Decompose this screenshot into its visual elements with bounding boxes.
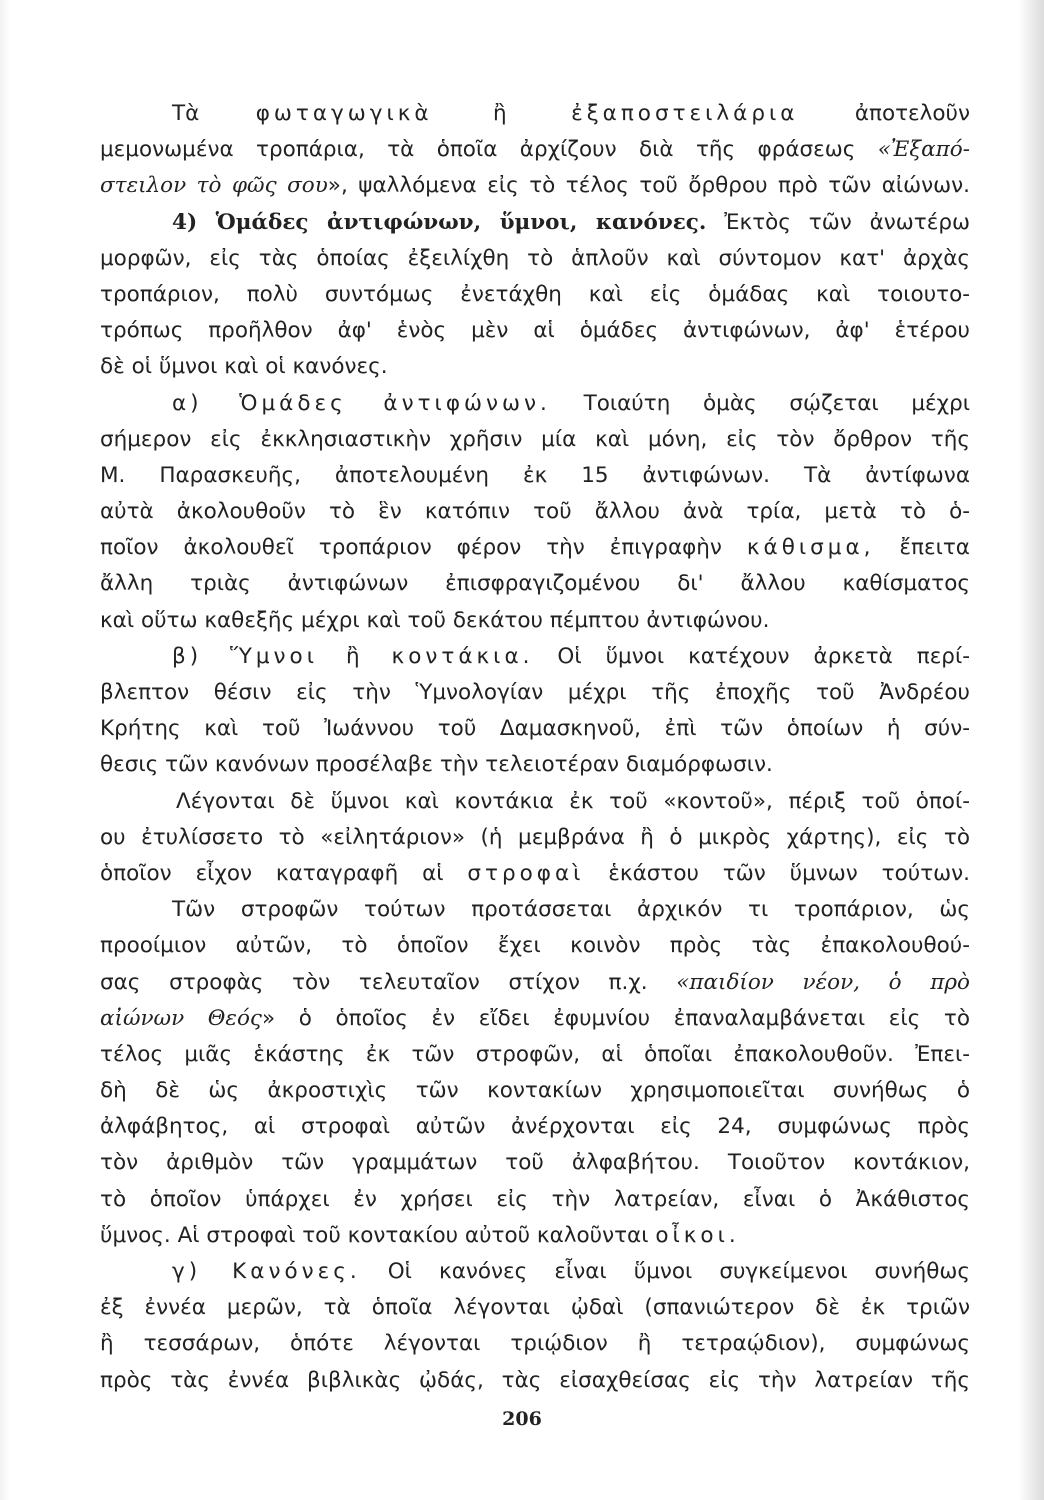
text-line: τροπάριον, πολὺ συντόμως ἐνετάχθη καὶ εἰς ὁμάδας καὶ τοιουτο- (100, 281, 970, 307)
text-line: Κρήτης καὶ τοῦ Ἰωάννου τοῦ Δαμασκηνοῦ, ἐπὶ τῶν ὁποίων ἡ σύν- (100, 716, 970, 742)
text-line: ἀλφάβητος, αἱ στροφαὶ αὐτῶν ἀνέρχονται εἰς 24, συμφώνως πρὸς (100, 1114, 970, 1140)
text-line: Τὰ φωταγωγικὰ ἢ ἐξαποστειλάρια ἀποτελοῦν (172, 101, 970, 126)
text-line: βλεπτον θέσιν εἰς τὴν Ὑμνολογίαν μέχρι τῆς ἐποχῆς τοῦ Ἀνδρέου (100, 680, 970, 705)
text-line: ὕμνος. Αἱ στροφαὶ τοῦ κοντακίου αὐτοῦ καλοῦνται οἶκοι. (100, 1222, 740, 1248)
text-line: δὴ δὲ ὡς ἀκροστιχὶς τῶν κοντακίων χρησιμοποιεῖται συνήθως ὁ (100, 1078, 970, 1104)
subsection-line: β) Ὕμνοι ἢ κοντάκια. Οἱ ὕμνοι κατέχουν ἀρκετὰ περί- (172, 643, 970, 669)
text-line: καὶ οὕτω καθεξῆς μέχρι καὶ τοῦ δεκάτου πέμπτου ἀντιφώνου. (100, 607, 770, 633)
text-line: προοίμιον αὐτῶν, τὸ ὁποῖον ἔχει κοινὸν πρὸς τὰς ἐπακολουθού- (100, 933, 970, 959)
text-line: στειλον τὸ φῶς σου», ψαλλόμενα εἰς τὸ τέλος τοῦ ὄρθρου πρὸ τῶν αἰώνων. (100, 173, 970, 199)
text-line: Λέγονται δὲ ὕμνοι καὶ κοντάκια ἐκ τοῦ «κοντοῦ», πέριξ τοῦ ὁποί- (176, 788, 970, 814)
text-line: ἐξ ἐννέα μερῶν, τὰ ὁποῖα λέγονται ᾠδαὶ (σπανιώτερον δὲ ἐκ τριῶν (100, 1295, 970, 1321)
section-heading-line: 4) Ὁμάδες ἀντιφώνων, ὕμνοι, κανόνες. Ἐκτὸς τῶν ἀνωτέρω (172, 209, 970, 235)
text-line: τρόπως προῆλθον ἀφ' ἑνὸς μὲν αἱ ὁμάδες ἀντιφώνων, ἀφ' ἑτέρου (100, 318, 970, 344)
text-line: αἰώνων Θεός» ὁ ὁποῖος ἐν εἴδει ἐφυμνίου ἐπαναλαμβάνεται εἰς τὸ (100, 1005, 970, 1031)
text-line: Μ. Παρασκευῆς, ἀποτελουμένη ἐκ 15 ἀντιφώνων. Τὰ ἀντίφωνα (100, 462, 970, 488)
text-line: θεσις τῶν κανόνων προσέλαβε τὴν τελειοτέραν διαμόρφωσιν. (100, 752, 773, 778)
text-line: αὐτὰ ἀκολουθοῦν τὸ ἓν κατόπιν τοῦ ἄλλου ἀνὰ τρία, μετὰ τὸ ὁ- (100, 499, 970, 525)
text-line: σήμερον εἰς ἐκκλησιαστικὴν χρῆσιν μία καὶ μόνη, εἰς τὸν ὄρθρον τῆς (100, 426, 970, 452)
text-line: ἢ τεσσάρων, ὁπότε λέγονται τριῴδιον ἢ τετραῴδιον), συμφώνως (100, 1331, 970, 1357)
subsection-line: γ) Κανόνες. Οἱ κανόνες εἶναι ὕμνοι συγκείμενοι συνήθως (172, 1259, 970, 1284)
text-line: ποῖον ἀκολουθεῖ τροπάριον φέρον τὴν ἐπιγραφὴν κάθισμα, ἔπειτα (100, 535, 970, 561)
text-line: ου ἐτυλίσσετο τὸ «εἰλητάριον» (ἡ μεμβράνα ἢ ὁ μικρὸς χάρτης), εἰς τὸ (100, 824, 970, 850)
text-line: μεμονωμένα τροπάρια, τὰ ὁποῖα ἀρχίζουν διὰ τῆς φράσεως «Ἐξαπό- (100, 137, 970, 163)
text-line: τὸν ἀριθμὸν τῶν γραμμάτων τοῦ ἀλφαβήτου. Τοιοῦτον κοντάκιον, (100, 1150, 970, 1176)
scan-shadow-left (0, 0, 10, 1500)
page-number: 206 (502, 1408, 542, 1430)
text-line: ἄλλη τριὰς ἀντιφώνων ἐπισφραγιζομένου δι' ἄλλου καθίσματος (100, 571, 970, 597)
text-line: σας στροφὰς τὸν τελευταῖον στίχον π.χ. «παιδίον νέον, ὁ πρὸ (100, 969, 970, 995)
page-body (100, 96, 970, 1399)
text-line: δὲ οἱ ὕμνοι καὶ οἱ κανόνες. (100, 354, 388, 380)
text-line: πρὸς τὰς ἐννέα βιβλικὰς ᾠδάς, τὰς εἰσαχθείσας εἰς τὴν λατρείαν τῆς (100, 1367, 970, 1393)
text-line: ὁποῖον εἶχον καταγραφῆ αἱ στροφαὶ ἑκάστου τῶν ὕμνων τούτων. (100, 860, 970, 886)
subsection-line: α) Ὁμάδες ἀντιφώνων. Τοιαύτη ὁμὰς σῴζεται μέχρι (172, 390, 970, 416)
text-line: Τῶν στροφῶν τούτων προτάσσεται ἀρχικόν τι τροπάριον, ὡς (172, 897, 970, 923)
text-line: τέλος μιᾶς ἑκάστης ἐκ τῶν στροφῶν, αἱ ὁποῖαι ἐπακολουθοῦν. Ἐπει- (100, 1041, 970, 1067)
text-line: τὸ ὁποῖον ὑπάρχει ἐν χρήσει εἰς τὴν λατρείαν, εἶναι ὁ Ἀκάθιστος (100, 1186, 970, 1212)
text-line: μορφῶν, εἰς τὰς ὁποίας ἐξειλίχθη τὸ ἁπλοῦν καὶ σύντομον κατ' ἀρχὰς (100, 245, 970, 271)
scan-shadow-right (1018, 0, 1044, 1500)
